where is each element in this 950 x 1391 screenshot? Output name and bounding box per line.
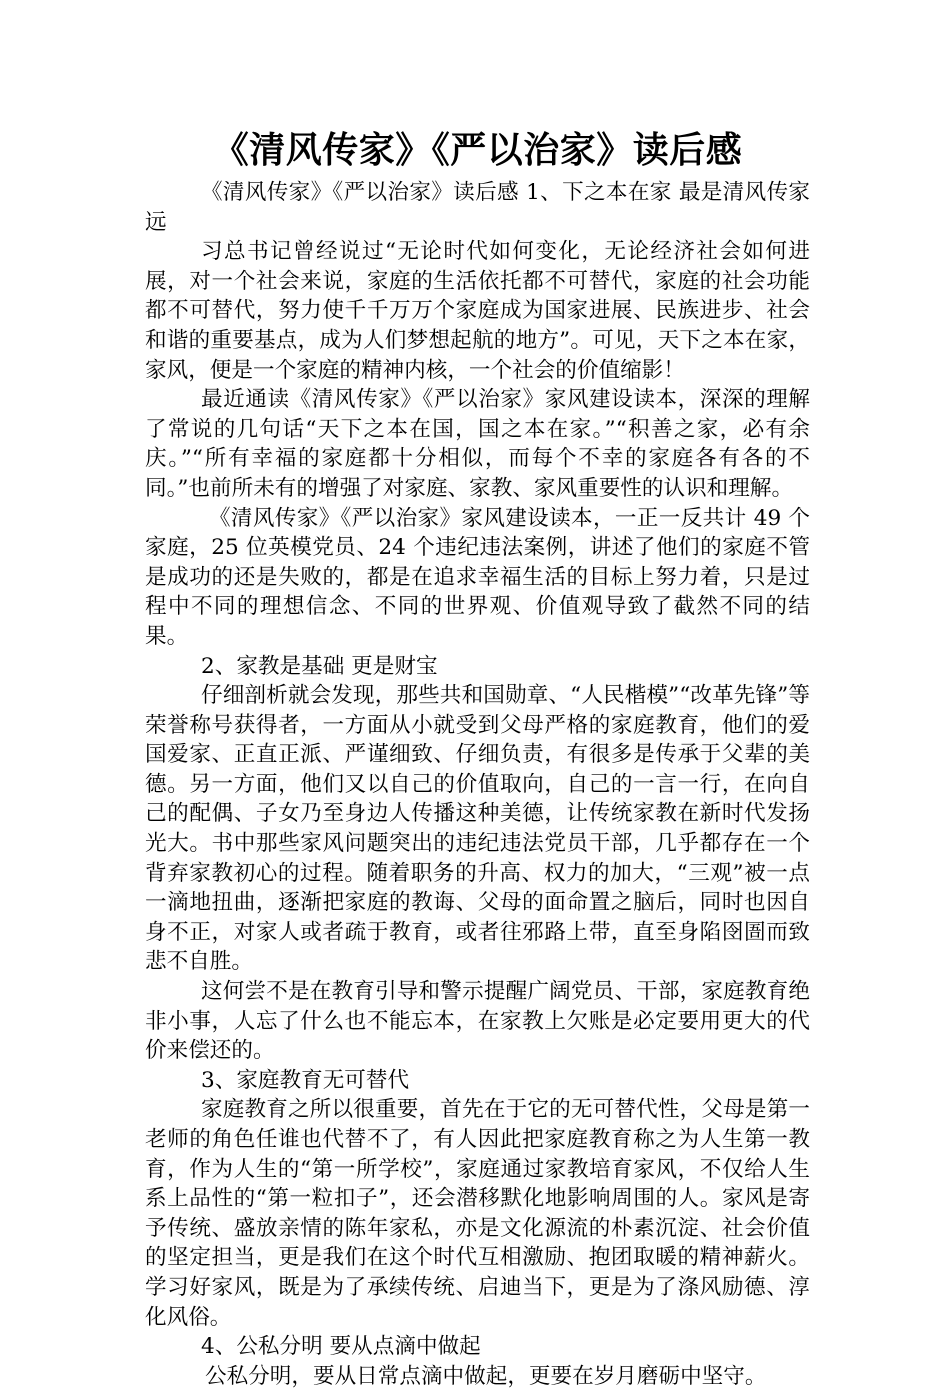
section-heading-3: 3、家庭教育无可替代: [201, 1067, 410, 1093]
paragraph-analysis: 仔细剖析就会发现，那些共和国勋章、“人民楷模”“改革先锋”等荣誉称号获得者，一方面从小就受到父母严格的家庭教育，他们的爱国爱家、正直正派、严谨细致、仔细负责，有很多是传承于父辈的美德。另一方面，他们又以自己的价值取向，自己的一言一行，在向自己的配偶、子女乃至身边人传播这种美德，让传统家教在新时代发扬光大。书中那些家风问题突出的违纪违法党员干部，几乎都存在一个背弃家教初心的过程。随着职务的升高、权力的加大，“三观”被一点一滴地扭曲，逐渐把家庭的教诲、父母的面命置之脑后，同时也因自身不正，对家人或者疏于教育，或者往邪路上带，直至身陷囹圄而致悲不自胜。: [145, 683, 810, 975]
paragraph-warning: 这何尝不是在教育引导和警示提醒广阔党员、干部，家庭教育绝非小事，人忘了什么也不能忘本，在家教上欠账是必定要用更大的代价来偿还的。: [145, 979, 810, 1064]
section-heading-4: 4、公私分明 要从点滴中做起: [201, 1334, 481, 1360]
document-page: [145, 126, 810, 1391]
paragraph-reading: 最近通读《清风传家》《严以治家》家风建设读本，深深的理解了常说的几句话“天下之本在国，国之本在家。”“积善之家，必有余庆。”“所有幸福的家庭都十分相似，而每个不幸的家庭各有各的不同。”也前所未有的增强了对家庭、家教、家风重要性的认识和理解。: [145, 387, 810, 501]
paragraph-family-education: 家庭教育之所以很重要，首先在于它的无可替代性，父母是第一老师的角色任谁也代替不了，有人因此把家庭教育称之为人生第一教育，作为人生的“第一所学校”，家庭通过家教培育家风，不仅给人生系上品性的“第一粒扣子”，还会潜移默化地影响周围的人。家风是寄予传统、盛放亲情的陈年家私，亦是文化源流的朴素沉淀、社会价值的坚定担当，更是我们在这个时代互相激励、抱团取暖的精神薪火。学习好家风，既是为了承续传统、启迪当下，更是为了涤风励德、淳化风俗。: [145, 1097, 810, 1330]
paragraph-intro: 《清风传家》《严以治家》读后感 1、下之本在家 最是清风传家远: [145, 180, 810, 235]
paragraph-closing: 公私分明，要从日常点滴中做起，更要在岁月磨砺中坚守。: [205, 1363, 767, 1389]
section-heading-2: 2、家教是基础 更是财宝: [201, 653, 438, 679]
paragraph-summary: 《清风传家》《严以治家》家风建设读本，一正一反共计 49 个家庭，25 位英模党员、24 个违纪违法案例，讲述了他们的家庭不管是成功的还是失败的，都是在追求幸福生活的目标上努力着，只是过程中不同的理想信念、不同的世界观、价值观导致了截然不同的结果。: [145, 505, 810, 649]
paragraph-quote: 习总书记曾经说过“无论时代如何变化，无论经济社会如何进展，对一个社会来说，家庭的生活依托都不可替代，家庭的社会功能都不可替代，努力使千千万万个家庭成为国家进展、民族进步、社会和谐的重要基点，成为人们梦想起航的地方”。可见，天下之本在家，家风，便是一个家庭的精神内核，一个社会的价值缩影！: [145, 239, 810, 383]
document-title: 《清风传家》《严以治家》读后感: [212, 129, 743, 171]
